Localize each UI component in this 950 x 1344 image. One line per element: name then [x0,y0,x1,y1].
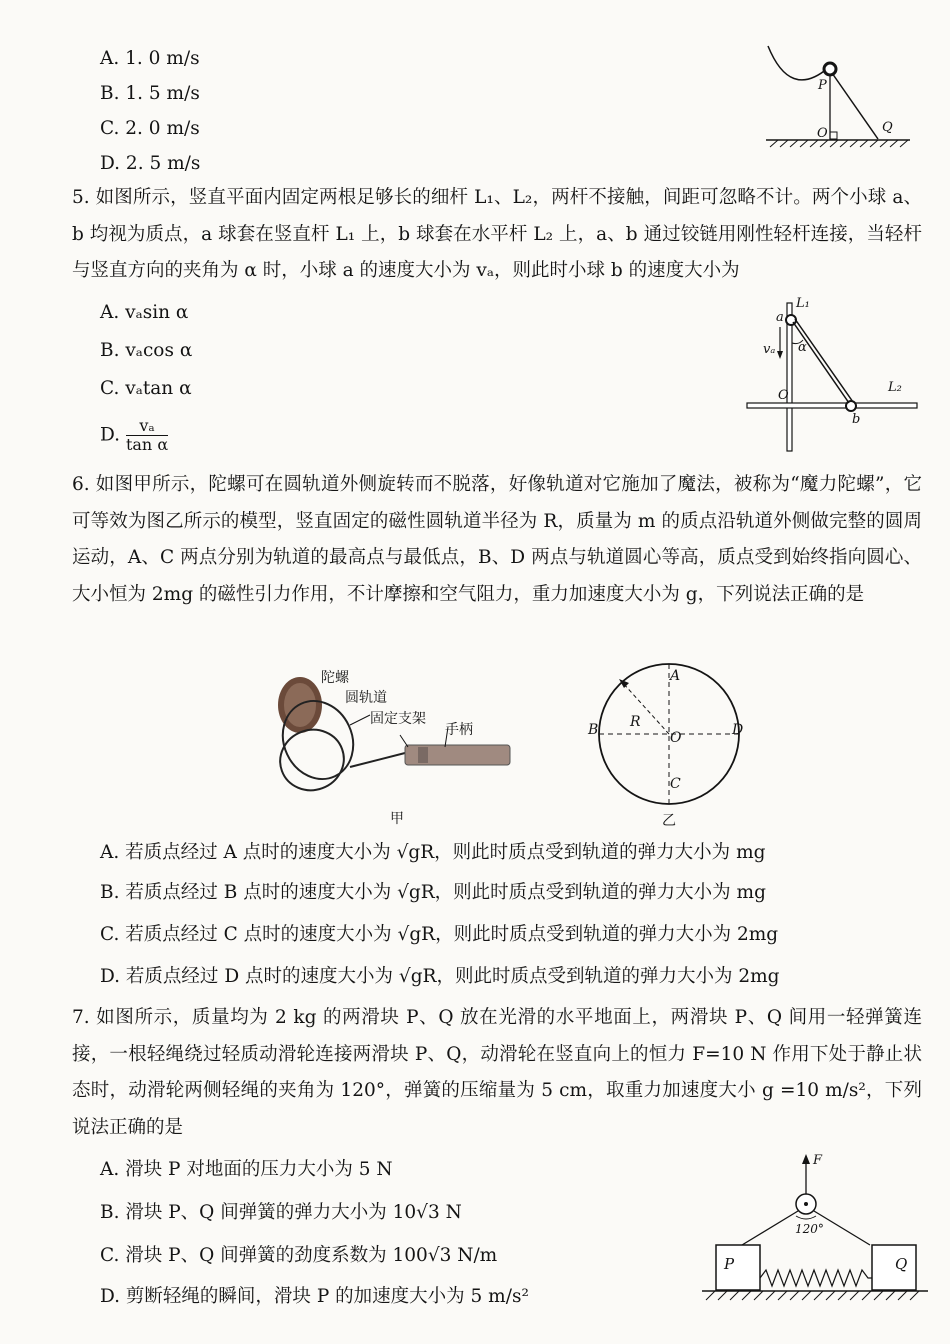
q4-label-o: O [817,126,828,141]
q6-jia-label-bracket: 固定支架 [370,711,426,727]
q6-stem: 6. 如图甲所示，陀螺可在圆轨道外侧旋转而不脱落，好像轨道对它施加了魔法，被称为“魔力陀螺”，它可等效为图乙所示的模型，竖直固定的磁性圆轨道半径为 R，质量为 m 的质点沿轨道外侧做完整的圆周运动，A、C 两点分别为轨道的最高点与最低点，B、D 两点与轨道圆心等高，质点受到始终指向圆心、大小恒为 2mg 的磁性引力作用，不计摩擦和空气阻力，重力加速度大小为 g，下列说法正确的是 [72,474,922,605]
q6-yi-label-r: R [630,714,641,730]
q4-option-b: B. 1. 5 m/s [100,83,200,104]
q6-jia-label-handle: 手柄 [445,722,473,738]
q6-yi-label-d: D [732,722,744,738]
q5-option-d-numerator: vₐ [126,417,168,436]
q7-option-c: C. 滑块 P、Q 间弹簧的劲度系数为 100√3 N/m [100,1245,498,1266]
q5-figure [745,295,925,455]
q6-yi-label-a: A [670,668,681,684]
q7-option-d: D. 剪断轻绳的瞬间，滑块 P 的加速度大小为 5 m/s² [100,1286,529,1307]
q7-label-angle: 120° [795,1222,824,1236]
q5-label-b: b [852,412,861,427]
q5-option-d-prefix: D. [100,424,121,446]
q6-jia-label-gyro: 陀螺 [321,670,349,686]
q5-option-d-fraction [126,417,168,454]
q4-figure [760,40,920,155]
q6-option-a: A. 若质点经过 A 点时的速度大小为 √gR，则此时质点受到轨道的弹力大小为 mg [100,842,766,863]
q5-stem: 5. 如图所示，竖直平面内固定两根足够长的细杆 L₁、L₂，两杆不接触，间距可忽略不计。两个小球 a、b 均视为质点，a 球套在竖直杆 L₁ 上，b 球套在水平杆 L₂ 上，a、b 通过铰链用刚性轻杆连接，当轻杆与竖直方向的夹角为 α 时，小球 a 的速度大小为 vₐ，则此时小球 b 的速度大小为 [72,187,922,281]
q5-label-va: vₐ [763,342,776,357]
q6-option-d: D. 若质点经过 D 点时的速度大小为 √gR，则此时质点受到轨道的弹力大小为 2mg [100,966,780,987]
q6-jia-label-track: 圆轨道 [345,690,387,706]
q4-label-q: Q [882,120,893,135]
q4-option-c: C. 2. 0 m/s [100,118,200,139]
q7-option-b: B. 滑块 P、Q 间弹簧的弹力大小为 10√3 N [100,1202,462,1223]
q5-label-l2: L₂ [888,380,902,395]
q5-option-d-denominator: tan α [125,435,169,454]
q5-label-a: a [776,310,784,325]
q6-yi-label-c: C [670,776,681,792]
q7-label-q: Q [895,1255,908,1273]
q4-option-a: A. 1. 0 m/s [100,48,200,69]
q7-stem: 7. 如图所示，质量均为 2 kg 的两滑块 P、Q 放在光滑的水平地面上，两滑块 P、Q 间用一轻弹簧连接，一根轻绳绕过轻质动滑轮连接两滑块 P、Q，动滑轮在竖直向上的恒力 F=10 N 作用下处于静止状态时，动滑轮两侧轻绳的夹角为 120°，弹簧的压缩量为 5 cm，取重力加速度大小 g =10 m/s²，下列说法正确的是 [72,1007,922,1138]
q6-option-c: C. 若质点经过 C 点时的速度大小为 √gR，则此时质点受到轨道的弹力大小为 2mg [100,924,779,945]
q6-yi-label-o: O [670,730,682,746]
q4-option-d: D. 2. 5 m/s [100,153,201,174]
q5-option-d [100,417,168,454]
q5-option-c: C. vₐtan α [100,378,192,399]
q7-option-a: A. 滑块 P 对地面的压力大小为 5 N [100,1159,393,1180]
q5-label-l1: L₁ [796,296,810,311]
q6-jia-caption: 甲 [390,811,404,827]
q5-label-alpha: α [798,340,807,355]
q5-label-o: O [778,388,789,403]
q6-yi-caption: 乙 [662,813,676,829]
q6-yi-label-b: B [588,722,599,738]
q7-label-f: F [813,1153,823,1168]
q7-label-p: P [724,1255,735,1273]
q6-figure-jia [270,665,520,805]
q6-option-b: B. 若质点经过 B 点时的速度大小为 √gR，则此时质点受到轨道的弹力大小为 mg [100,882,766,903]
q5-option-b: B. vₐcos α [100,340,193,361]
q5-option-a: A. vₐsin α [100,302,189,323]
q4-label-p: P [818,78,827,93]
